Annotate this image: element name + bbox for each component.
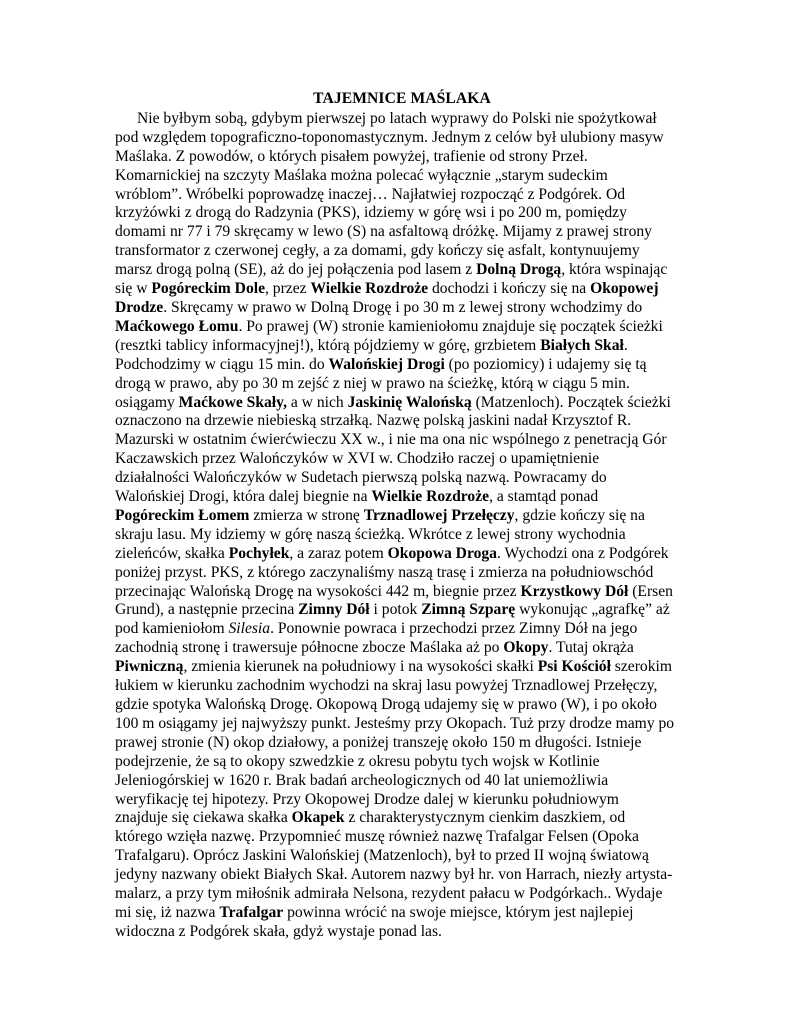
text-line [115, 526, 689, 545]
text-segment: się w [115, 280, 152, 298]
place-name: Trznadlowej Przełęczy [363, 506, 515, 524]
text-segment: Nie byłbym sobą, gdybym pierwszej po latach wyprawy do Polski nie spożytkował [137, 109, 657, 127]
text-segment: malarz, a przy tym miłośnik admirała Nelsona, rezydent pałacu w Podgórkach.. Wydaje [115, 885, 663, 903]
text-line [115, 564, 689, 583]
text-segment: podejrzenie, że są to okopy szwedzkie z okresu pobytu tych wojsk w Kotlinie [115, 752, 600, 770]
text-line [115, 299, 689, 318]
text-segment: działalności Walończyków w Sudetach pierwszą polską nazwą. Powracamy do [115, 469, 607, 487]
text-line [115, 110, 689, 129]
text-segment: osiągamy [115, 393, 179, 411]
text-segment: a w nich [286, 393, 348, 411]
text-segment: , a stamtąd ponad [489, 488, 599, 506]
place-name: Piwniczną [115, 658, 184, 676]
place-name: Maćkowe Skały, [178, 393, 287, 411]
text-segment: prawej stronie (N) okop działowy, a poniżej transzeję około 150 m długości. Istnieje [115, 733, 642, 751]
text-line [115, 639, 689, 658]
text-segment: powinna wrócić na swoje miejsce, którym jest najlepiej [283, 903, 634, 921]
text-segment: domami nr 77 i 79 skręcamy w lewo (S) na asfaltową dróżkę. Mijamy z prawej strony [115, 223, 652, 241]
text-line [115, 412, 689, 431]
place-name: Okopowej [590, 280, 659, 298]
text-segment: . Skręcamy w prawo w Dolną Drogę i po 30 m z lewej strony wchodzimy do [163, 298, 643, 316]
text-segment: łukiem w kierunku zachodnim wychodzi na skraj lasu powyżej Trznadlowej Przełęczy, [115, 677, 658, 695]
place-name: Okopy [503, 639, 549, 657]
text-line [115, 507, 689, 526]
place-name: Pochyłek [228, 544, 290, 562]
text-line [115, 167, 689, 186]
text-line [115, 620, 689, 639]
text-line [115, 261, 689, 280]
text-segment: Walońskiej Drogi, która dalej biegnie na [115, 488, 372, 506]
text-segment: transformator z czerwonej cegły, a za domami, gdy kończy się asfalt, kontynuujemy [115, 242, 640, 260]
text-line [115, 204, 689, 223]
document-body [115, 110, 689, 942]
text-line [115, 223, 689, 242]
text-segment: . Po prawej (W) stronie kamieniołomu znajduje się początek ścieżki [238, 317, 663, 335]
text-line [115, 280, 689, 299]
text-line [115, 904, 689, 923]
place-name: Psi Kościół [537, 658, 611, 676]
text-line [115, 696, 689, 715]
text-line [115, 809, 689, 828]
place-name: Walońskiej Drogi [328, 355, 445, 373]
text-segment: gdzie spotyka Walońską Drogę. Okopową Drogą udajemy się w prawo (W), i po około [115, 696, 657, 713]
text-line [115, 488, 689, 507]
text-line [115, 242, 689, 261]
text-line [115, 545, 689, 564]
text-line [115, 847, 689, 866]
text-line [115, 318, 689, 337]
text-line [115, 450, 689, 469]
text-segment: Mazurski w ostatnim ćwierćwieczu XX w., i nie ma ona nic wspólnego z penetracją Gór [115, 431, 667, 449]
text-line [115, 923, 689, 942]
text-segment: zachodnią stronę i trawersuje północne zbocze Maślaka aż po [115, 639, 504, 657]
text-line [115, 337, 689, 356]
place-name: Okopowa Droga [387, 544, 497, 562]
text-segment: znajduje się ciekawa skałka [115, 809, 292, 827]
text-segment: jedyny nazwany obiekt Białych Skał. Autorem nazwy był hr. von Harrach, niezły artysta- [115, 866, 673, 884]
text-segment: Kaczawskich przez Walończyków w XVI w. Chodziło raczej o upamiętnienie [115, 450, 600, 468]
place-name: Zimną Szparę [421, 601, 516, 619]
text-line [115, 828, 689, 847]
text-segment: którego wzięła nazwę. Przypomnieć muszę również nazwę Trafalgar Felsen (Opoka [115, 828, 639, 846]
text-segment: pod względem topograficzno-toponomastycznym. Jednym z celów był ulubiony masyw [115, 128, 664, 146]
text-segment: oznaczono na drzewie niebieską strzałką. Nazwę polską jaskini nadał Krzysztof R. [115, 412, 632, 430]
text-segment: zieleńców, skałka [115, 544, 229, 562]
text-segment: mi się, iż nazwa [115, 903, 220, 921]
place-name: Maćkowego Łomu [115, 317, 239, 335]
italic-text: Silesia [228, 620, 271, 638]
place-name: Zimny Dół [298, 601, 370, 619]
text-segment: skraju lasu. My idziemy w górę naszą ścieżką. Wkrótce z lewej strony wychodnia [115, 525, 626, 543]
text-line [115, 772, 689, 791]
text-segment: , przez [265, 280, 311, 298]
text-segment: dochodzi i kończy się na [428, 280, 591, 298]
text-line [115, 658, 689, 677]
text-segment: weryfikację tej hipotezy. Przy Okopowej Drodze dalej w kierunku południowym [115, 790, 619, 808]
text-segment: szerokim [610, 658, 672, 676]
text-segment: , gdzie kończy się na [514, 506, 645, 524]
text-line [115, 148, 689, 167]
text-segment: Podchodzimy w ciągu 15 min. do [115, 355, 329, 373]
place-name: Okapek [291, 809, 345, 827]
text-segment: (resztki tablicy informacyjnej!), którą pójdziemy w górę, grzbietem [115, 336, 541, 354]
text-segment: , zmienia kierunek na południowy i na wysokości skałki [183, 658, 538, 676]
text-line [115, 791, 689, 810]
text-line [115, 715, 689, 734]
text-line [115, 394, 689, 413]
text-line [115, 885, 689, 904]
place-name: Pogóreckim Łomem [115, 506, 250, 524]
document-title: TAJEMNICE MAŚLAKA [313, 90, 491, 107]
text-segment: Grund), a następnie przecina [115, 601, 299, 619]
text-segment: marsz drogą polną (SE), aż do jej połączenia pod lasem z [115, 261, 477, 279]
text-segment: Maślaka. Z powodów, o których pisałem powyżej, trafienie od strony Przeł. [115, 147, 588, 165]
text-segment: i potok [369, 601, 422, 619]
text-line [115, 186, 689, 205]
text-segment: pod kamieniołom [115, 620, 229, 638]
text-segment: . Ponownie powraca i przechodzi przez Zimny Dół na jego [270, 620, 638, 638]
text-segment: . [623, 336, 628, 354]
text-line [115, 601, 689, 620]
text-line [115, 866, 689, 885]
text-segment: (po poziomicy) i udajemy się tą [444, 355, 647, 373]
text-line [115, 375, 689, 394]
text-segment: drogą w prawo, aby po 30 m zejść z niej w prawo na ścieżkę, którą w ciągu 5 min. [115, 374, 630, 392]
text-segment: wykonując „agrafkę” aż [515, 601, 670, 619]
text-segment: poniżej przyst. PKS, z którego zaczynaliśmy naszą trasę i zmierza na południowschód [115, 563, 654, 581]
text-segment: . Tutaj okrąża [548, 639, 634, 657]
place-name: Wielkie Rozdroże [371, 488, 490, 506]
text-segment: Komarnickiej na szczyty Maślaka można polecać wyłącznie „starym sudeckim [115, 166, 608, 184]
text-line [115, 469, 689, 488]
text-line [115, 583, 689, 602]
document-page [115, 90, 689, 942]
text-segment: Trafalgaru). Oprócz Jaskini Walońskiej (Matzenloch), był to przed II wojną światową [115, 847, 649, 865]
place-name: Pogóreckim Dole [151, 280, 265, 298]
text-segment: , a zaraz potem [289, 544, 388, 562]
place-name: Jaskinię Walońską [347, 393, 472, 411]
text-line [115, 753, 689, 772]
text-segment: widoczna z Podgórek skała, gdyż wystaje ponad las. [115, 922, 442, 940]
place-name: Krzystkowy Dół [520, 582, 629, 600]
text-line [115, 129, 689, 148]
text-line [115, 356, 689, 375]
text-segment: . Wychodzi ona z Podgórek [496, 544, 669, 562]
place-name: Trafalgar [219, 903, 284, 921]
text-segment: zmierza w stronę [249, 506, 364, 524]
place-name: Białych Skał [540, 336, 624, 354]
text-segment: , która wspinając [561, 261, 668, 279]
text-segment: (Ersen [628, 582, 673, 600]
text-line [115, 734, 689, 753]
place-name: Dolną Drogą [476, 261, 562, 279]
text-segment: Jeleniogórskiej w 1620 r. Brak badań archeologicznych od 40 lat uniemożliwia [115, 771, 609, 789]
text-line [115, 431, 689, 450]
text-line [115, 677, 689, 696]
text-segment: 100 m osiągamy jej najwyższy punkt. Jesteśmy przy Okopach. Tuż przy drodze mamy po [115, 714, 675, 732]
place-name: Drodze [115, 298, 164, 316]
text-segment: z charakterystycznym cienkim daszkiem, od [344, 809, 626, 827]
text-segment: krzyżówki z drogą do Radzynia (PKS), idziemy w górę wsi i po 200 m, pomiędzy [115, 204, 627, 222]
text-segment: (Matzenloch). Początek ścieżki [471, 393, 671, 411]
text-segment: wróblom”. Wróbelki poprowadzę inaczej… Najłatwiej rozpocząć z Podgórek. Od [115, 185, 626, 203]
text-segment: przecinając Walońską Drogę na wysokości 442 m, biegnie przez [115, 582, 521, 600]
place-name: Wielkie Rozdroże [310, 280, 429, 298]
